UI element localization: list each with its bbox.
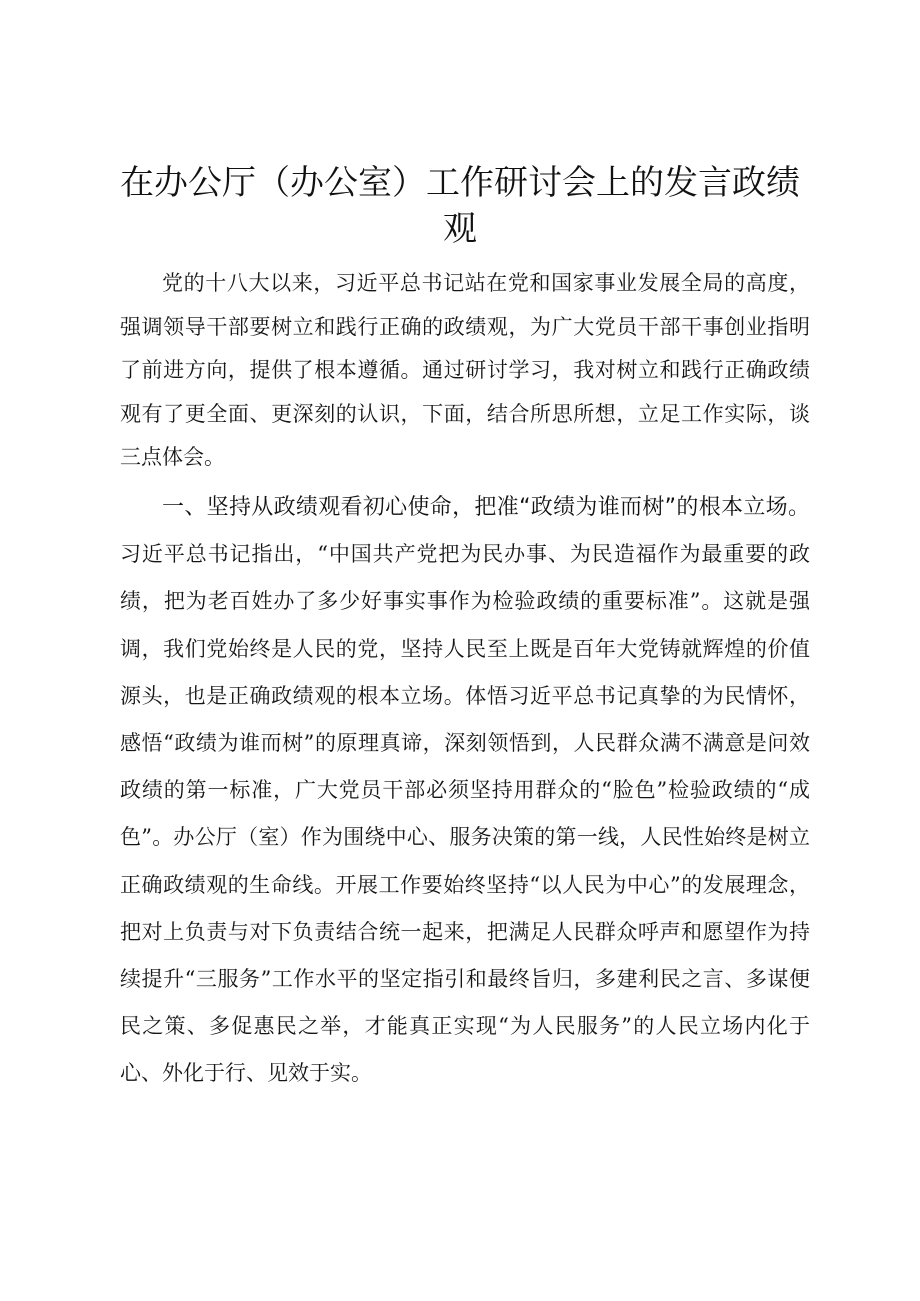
document-title: 在办公厅（办公室）工作研讨会上的发言政绩观	[120, 163, 800, 249]
intro-paragraph: 党的十八大以来，习近平总书记站在党和国家事业发展全局的高度，强调领导干部要树立和践行正确的政绩观，为广大党员干部干事创业指明了前进方向，提供了根本遵循。通过研讨学习，我对树立和践行正确政绩观有了更全面、更深刻的认识，下面，结合所思所想，立足工作实际，谈三点体会。	[120, 271, 810, 469]
section-one-heading: 一、坚持从政绩观看初心使命，把准“政绩为谁而树”的根本立场。	[162, 495, 810, 520]
section-one-paragraph	[120, 484, 810, 1098]
section-one-body: 习近平总书记指出，“中国共产党把为民办事、为民造福作为最重要的政绩，把为老百姓办了多少好事实事作为检验政绩的重要标准”。这就是强调，我们党始终是人民的党，坚持人民至上既是百年大党铸就辉煌的价值源头，也是正确政绩观的根本立场。体悟习近平总书记真挚的为民情怀，感悟“政绩为谁而树”的原理真谛，深刻领悟到，人民群众满不满意是问效政绩的第一标准，广大党员干部必须坚持用群众的“脸色”检验政绩的“成色”。办公厅（室）作为围绕中心、服务决策的第一线，人民性始终是树立正确政绩观的生命线。开展工作要始终坚持“以人民为中心”的发展理念，把对上负责与对下负责结合统一起来，把满足人民群众呼声和愿望作为持续提升“三服务”工作水平的坚定指引和最终旨归，多建利民之言、多谋便民之策、多促惠民之举，才能真正实现“为人民服务”的人民立场内化于心、外化于行、见效于实。	[120, 542, 810, 1086]
